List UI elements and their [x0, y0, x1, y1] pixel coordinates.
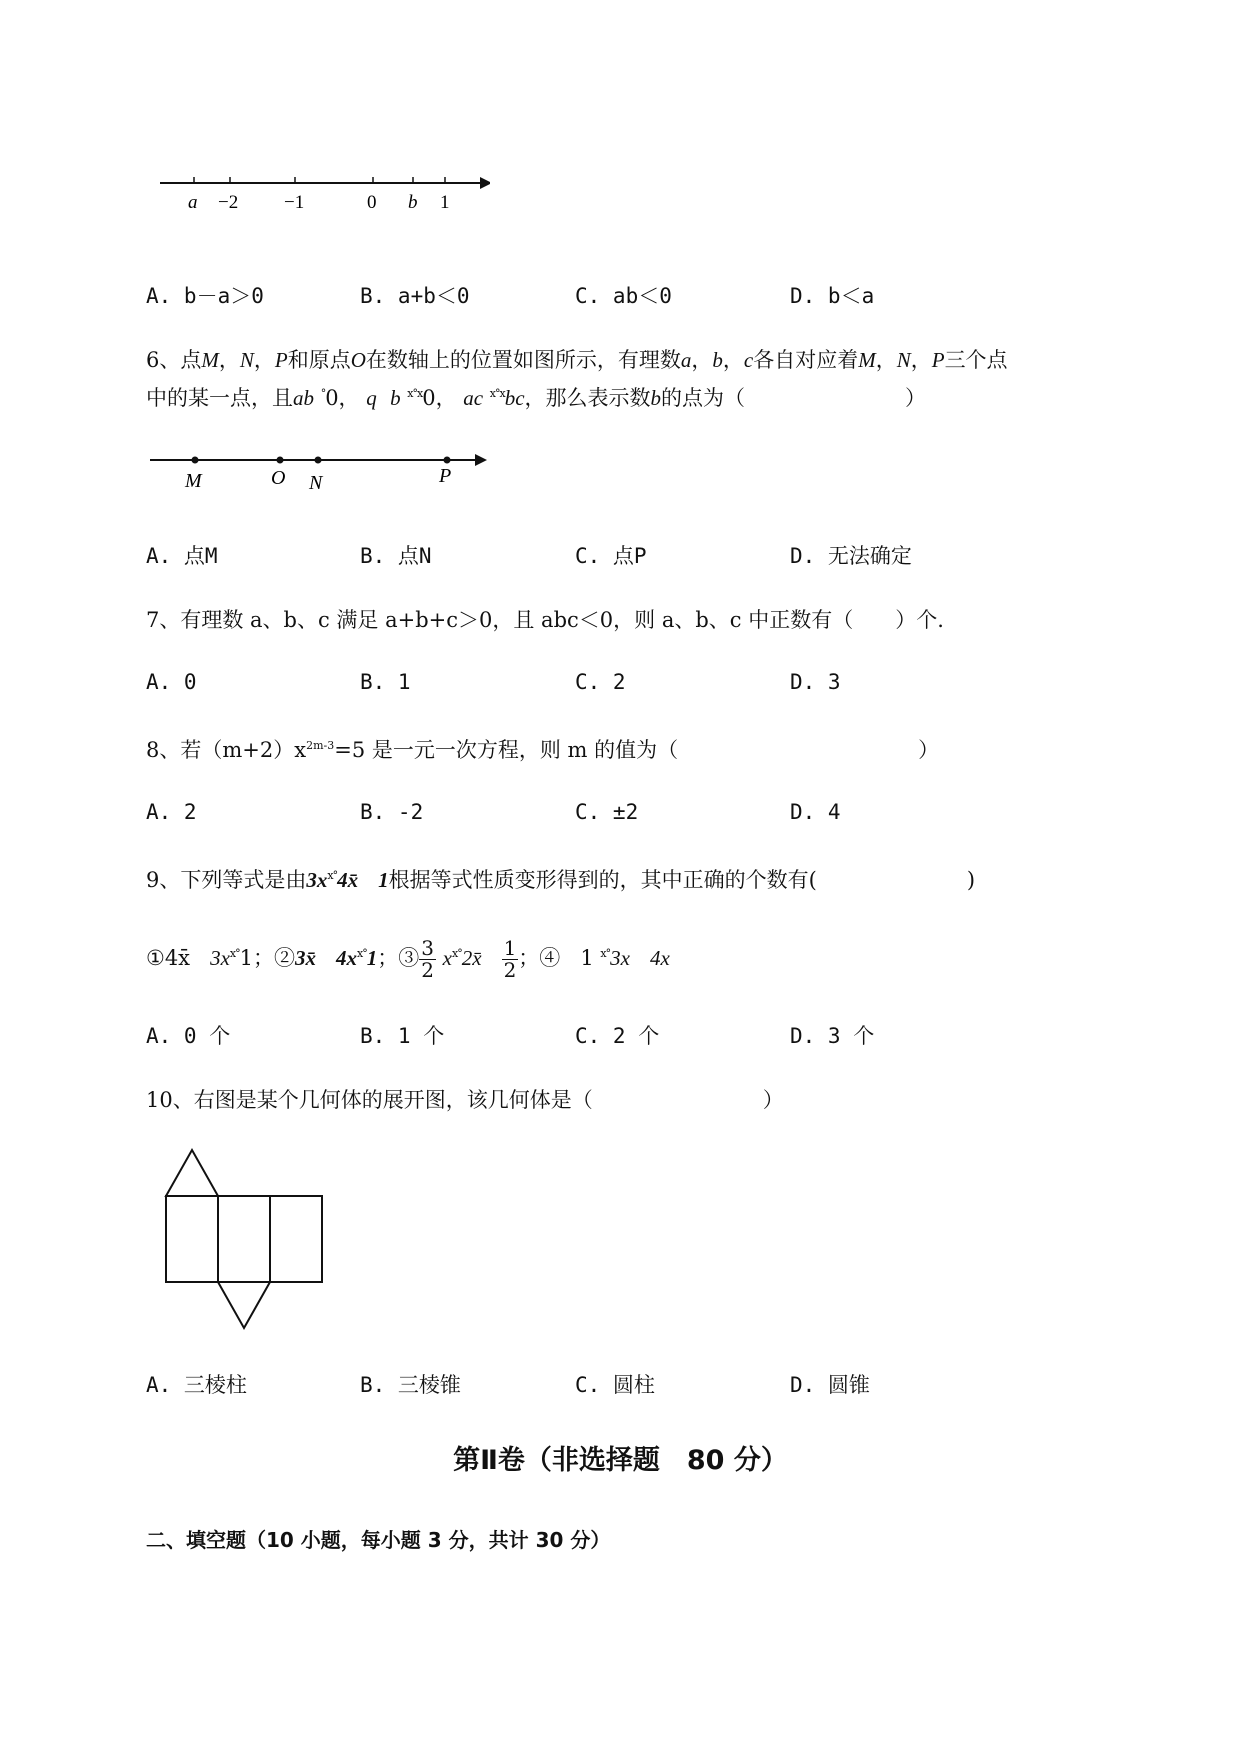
q6-var: bc	[504, 386, 525, 410]
q10-option-b[interactable]: B. 三棱锥	[360, 1373, 461, 1397]
q6-var: N	[239, 348, 254, 372]
q9-item: 4x	[336, 946, 358, 970]
number-line-figure-2	[145, 448, 490, 498]
q8-option-a[interactable]: A. 2	[146, 800, 197, 824]
q9-garbled: x°	[357, 947, 367, 960]
q6-var: ab	[293, 386, 314, 410]
q9-item: ；③	[377, 946, 420, 970]
q9-statements	[146, 938, 670, 981]
q9-item: 1；②	[239, 946, 295, 970]
q6-text: 各自对应着	[753, 348, 859, 372]
q6-text: 0，	[422, 386, 457, 410]
q9-text: 根据等式性质变形得到的，其中正确的个数有(	[388, 868, 817, 892]
q10-option-d[interactable]: D. 圆锥	[790, 1373, 870, 1397]
q9-garbled: x°	[229, 947, 240, 960]
q6-var: P	[274, 348, 288, 372]
q9-fraction: $\frac{1}{2}$	[503, 936, 517, 982]
q6-option-b[interactable]: B. 点N	[360, 544, 432, 568]
q9-garbled: x°	[600, 947, 611, 960]
q6-var: N	[896, 348, 911, 372]
q8-option-c[interactable]: C. ±2	[575, 800, 639, 824]
q7-question-text: 7、有理数 a、b、c 满足 a+b+c＞0，且 abc＜0，则 a、b、c 中正数有（ ）个.	[146, 608, 944, 632]
q8-exponent: 2m-3	[306, 739, 335, 752]
q6-var: M	[858, 348, 876, 372]
q6-var: b	[650, 386, 662, 410]
tick-label-b: b	[408, 192, 418, 213]
q9-question-text	[146, 864, 975, 894]
q6-var: q	[366, 386, 377, 410]
q8-option-d[interactable]: D. 4	[790, 800, 841, 824]
q9-item: 1	[580, 946, 594, 970]
q7-option-c[interactable]: C. 2	[575, 670, 626, 694]
q6-line-2	[146, 382, 926, 412]
q6-garbled: °	[320, 387, 326, 400]
q6-text: 0，	[325, 386, 360, 410]
q9-option-a[interactable]: A. 0 个	[146, 1024, 231, 1048]
q9-item: 1	[366, 946, 378, 970]
tick-label-neg1: −1	[284, 192, 305, 213]
q9-text: )	[966, 868, 976, 892]
q6-text: 三个点	[944, 348, 1008, 372]
point-label-p: P	[439, 465, 452, 487]
q5-option-c[interactable]: C. ab＜0	[575, 284, 672, 308]
q6-text: 在数轴上的位置如图所示，有理数	[365, 348, 681, 372]
q8-text: ）	[918, 738, 940, 762]
q9-item: 3x	[210, 946, 230, 970]
q6-text: 和原点	[287, 348, 351, 372]
net-triangle-top	[166, 1150, 218, 1196]
q6-var: P	[931, 348, 945, 372]
q6-text: 的点为（	[661, 386, 746, 410]
q9-option-d[interactable]: D. 3 个	[790, 1024, 875, 1048]
q6-text: ，那么表示数	[524, 386, 651, 410]
q6-text: ，	[910, 348, 932, 372]
section-2-title: 第Ⅱ卷（非选择题 80 分）	[453, 1445, 788, 1476]
q6-text: ，	[253, 348, 275, 372]
q8-question-text	[146, 734, 939, 764]
q6-var: b	[712, 348, 723, 372]
q10-question-text	[146, 1084, 784, 1114]
q5-option-b[interactable]: B. a+b＜0	[360, 284, 470, 308]
q9-option-b[interactable]: B. 1 个	[360, 1024, 445, 1048]
q6-line-1	[146, 344, 1008, 374]
q8-text: 8、若（m+2）x	[146, 738, 307, 762]
q6-text: ，	[875, 348, 897, 372]
tick-label-0: 0	[367, 192, 377, 213]
q9-item: ①4x̄	[146, 946, 191, 970]
q6-var: a	[680, 348, 692, 372]
q10-option-a[interactable]: A. 三棱柱	[146, 1373, 247, 1397]
q6-text: ）	[905, 386, 927, 410]
number-line-figure-1	[150, 170, 490, 220]
q6-option-a[interactable]: A. 点M	[146, 544, 218, 568]
q10-option-c[interactable]: C. 圆柱	[575, 1373, 655, 1397]
q9-garbled: x°	[451, 947, 462, 960]
q9-garbled: x°	[327, 869, 338, 882]
q6-text: ，	[691, 348, 713, 372]
q6-var: M	[201, 348, 219, 372]
q9-math: 1	[378, 868, 389, 892]
q9-item: 2x̄	[461, 946, 482, 970]
q6-text: ，	[722, 348, 744, 372]
q6-text: 6、点	[146, 348, 202, 372]
q6-var: O	[350, 348, 366, 372]
q7-option-a[interactable]: A. 0	[146, 670, 197, 694]
q5-option-d[interactable]: D. b＜a	[790, 284, 875, 308]
net-triangle-bottom	[218, 1282, 270, 1328]
q7-option-d[interactable]: D. 3	[790, 670, 841, 694]
q9-math: 3x	[306, 868, 328, 892]
q6-var: b	[390, 386, 401, 410]
net-face-left	[166, 1196, 218, 1282]
q9-item: 4x	[649, 946, 670, 970]
q10-text: ）	[762, 1088, 784, 1112]
q9-item: ；④	[518, 946, 561, 970]
q6-option-c[interactable]: C. 点P	[575, 544, 647, 568]
q6-text: ，	[218, 348, 240, 372]
q9-fraction: $\frac{3}{2}$	[421, 936, 434, 982]
prism-net-figure	[160, 1145, 330, 1335]
q9-item: x	[442, 946, 452, 970]
q9-item: 3x	[610, 946, 630, 970]
q6-option-d[interactable]: D. 无法确定	[790, 544, 912, 568]
q6-text: 中的某一点，且	[146, 386, 293, 410]
q9-math: 4x̄	[337, 868, 359, 892]
tick-label-1: 1	[440, 192, 450, 213]
q6-garbled: x°x	[489, 387, 505, 400]
point-label-o: O	[271, 467, 286, 489]
q6-var: ac	[463, 386, 484, 410]
q8-option-b[interactable]: B. -2	[360, 800, 424, 824]
point-label-n: N	[309, 472, 323, 494]
section-2-subtitle: 二、填空题（10 小题，每小题 3 分，共计 30 分）	[146, 1528, 611, 1552]
q10-text: 10、右图是某个几何体的展开图，该几何体是（	[146, 1088, 593, 1112]
tick-label-a: a	[188, 192, 198, 213]
point-label-m: M	[185, 470, 202, 492]
q9-item: 3x̄	[294, 946, 316, 970]
q9-text: 9、下列等式是由	[146, 868, 307, 892]
q9-option-c[interactable]: C. 2 个	[575, 1024, 660, 1048]
q7-option-b[interactable]: B. 1	[360, 670, 411, 694]
q8-text: =5 是一元一次方程，则 m 的值为（	[334, 738, 679, 762]
tick-label-neg2: −2	[218, 192, 239, 213]
q5-option-a[interactable]: A. b－a＞0	[146, 284, 264, 308]
net-face-middle	[218, 1196, 270, 1282]
q6-var: c	[743, 348, 754, 372]
net-face-right	[270, 1196, 322, 1282]
q6-garbled: x°x	[407, 387, 423, 400]
